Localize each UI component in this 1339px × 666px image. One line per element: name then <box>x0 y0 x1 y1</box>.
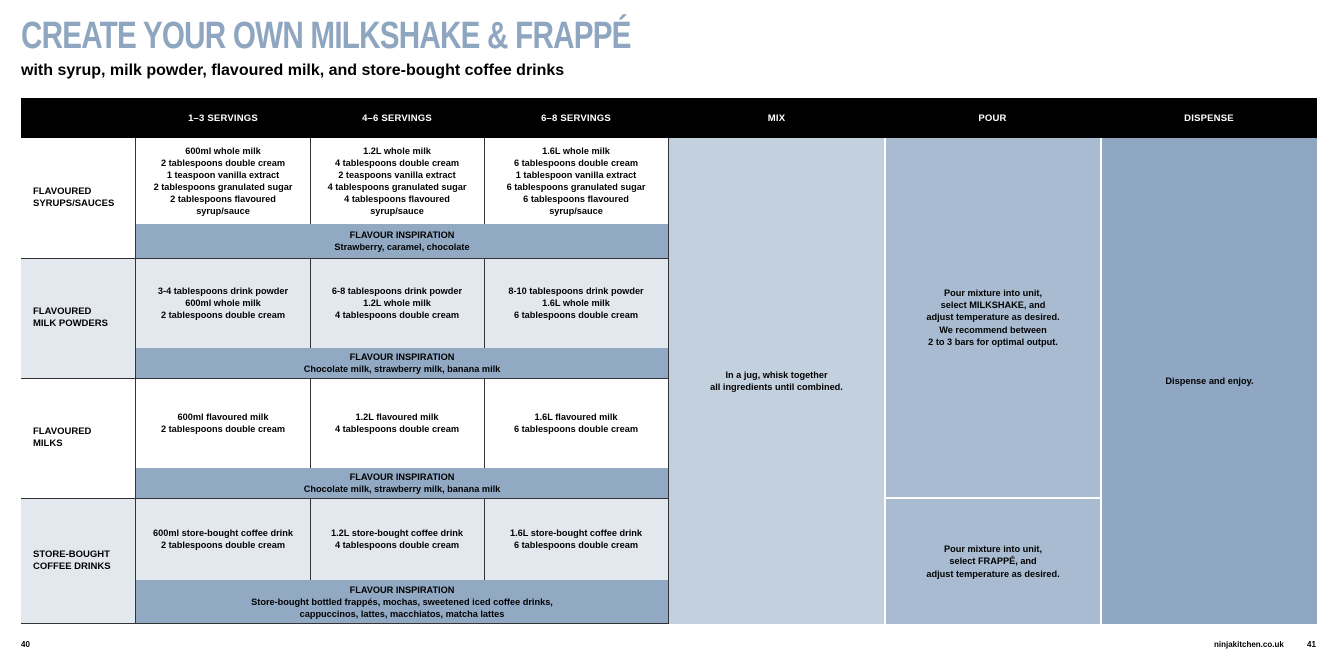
grid-line <box>21 498 668 499</box>
header-dispense: DISPENSE <box>1184 112 1234 124</box>
grid-line <box>310 138 311 224</box>
pour-divider <box>886 497 1100 499</box>
grid-line <box>310 258 311 348</box>
header-pour: POUR <box>978 112 1007 124</box>
header-4-6-servings: 4–6 SERVINGS <box>362 112 432 124</box>
grid-line <box>310 498 311 580</box>
grid-line <box>135 138 136 624</box>
coffee-flavour-inspiration <box>136 580 668 624</box>
page-number-left: 40 <box>21 640 30 649</box>
header-mix: MIX <box>767 112 786 124</box>
coffee-1-3-servings: 600ml store-bought coffee drink 2 tablespoons double cream <box>136 498 310 580</box>
inspiration-title: FLAVOUR INSPIRATION <box>349 229 455 240</box>
syrups-1-3-servings: 600ml whole milk 2 tablespoons double cream 1 teaspoon vanilla extract 2 tablespoons granulated sugar 2 tablespoons flavoured syrup/sauce <box>136 138 310 224</box>
syrups-flavour-inspiration <box>136 224 668 258</box>
page-number-right: 41 <box>1307 640 1316 649</box>
grid-line <box>484 138 485 224</box>
grid-line <box>21 623 668 624</box>
powders-6-8-servings: 8-10 tablespoons drink powder 1.6L whole milk 6 tablespoons double cream <box>484 258 668 348</box>
grid-line <box>668 138 669 624</box>
row-label-coffee: STORE-BOUGHT COFFEE DRINKS <box>21 498 135 624</box>
page-subtitle: with syrup, milk powder, flavoured milk, and store-bought coffee drinks <box>21 62 565 79</box>
row-label-milks: FLAVOURED MILKS <box>21 378 135 498</box>
syrups-6-8-servings: 1.6L whole milk 6 tablespoons double cream 1 tablespoon vanilla extract 6 tablespoons granulated sugar 6 tablespoons flavoured syrup/sauce <box>484 138 668 224</box>
inspiration-text: Strawberry, caramel, chocolate <box>334 242 470 252</box>
mix-instructions: In a jug, whisk together all ingredients until combined. <box>669 138 884 624</box>
grid-line <box>484 258 485 348</box>
header-6-8-servings: 6–8 SERVINGS <box>541 112 611 124</box>
powders-4-6-servings: 6-8 tablespoons drink powder 1.2L whole milk 4 tablespoons double cream <box>310 258 484 348</box>
dispense-instructions: Dispense and enjoy. <box>1102 138 1317 624</box>
pour-milkshake-instructions: Pour mixture into unit, select MILKSHAKE, and adjust temperature as desired. We recommend between 2 to 3 bars for optimal output. <box>886 138 1100 497</box>
inspiration-title: FLAVOUR INSPIRATION <box>349 471 455 482</box>
grid-line <box>21 378 668 379</box>
column-divider <box>884 138 886 624</box>
inspiration-text: Store-bought bottled frappés, mochas, sweetened iced coffee drinks, cappuccinos, lattes, macchiatos, matcha lattes <box>251 596 553 620</box>
website: ninjakitchen.co.uk <box>1214 640 1284 649</box>
row-label-powders: FLAVOURED MILK POWDERS <box>21 258 135 378</box>
coffee-4-6-servings: 1.2L store-bought coffee drink 4 tablespoons double cream <box>310 498 484 580</box>
milks-4-6-servings: 1.2L flavoured milk 4 tablespoons double cream <box>310 378 484 468</box>
page-title: CREATE YOUR OWN MILKSHAKE & FRAPPÉ <box>21 15 631 57</box>
milks-6-8-servings: 1.6L flavoured milk 6 tablespoons double cream <box>484 378 668 468</box>
inspiration-text: Chocolate milk, strawberry milk, banana milk <box>303 364 501 374</box>
pour-frappe-instructions: Pour mixture into unit, select FRAPPÉ, and adjust temperature as desired. <box>886 499 1100 624</box>
syrups-4-6-servings: 1.2L whole milk 4 tablespoons double cream 2 teaspoons vanilla extract 4 tablespoons granulated sugar 4 tablespoons flavoured syrup/sauce <box>310 138 484 224</box>
inspiration-text: Chocolate milk, strawberry milk, banana milk <box>303 484 501 494</box>
milks-1-3-servings: 600ml flavoured milk 2 tablespoons double cream <box>136 378 310 468</box>
grid-line <box>21 258 668 259</box>
grid-line <box>310 378 311 468</box>
coffee-6-8-servings: 1.6L store-bought coffee drink 6 tablespoons double cream <box>484 498 668 580</box>
powders-flavour-inspiration <box>136 348 668 378</box>
milks-flavour-inspiration <box>136 468 668 498</box>
header-1-3-servings: 1–3 SERVINGS <box>188 112 258 124</box>
inspiration-title: FLAVOUR INSPIRATION <box>349 584 455 595</box>
grid-line <box>484 378 485 468</box>
grid-line <box>484 498 485 580</box>
inspiration-title: FLAVOUR INSPIRATION <box>349 351 455 362</box>
row-label-syrups: FLAVOURED SYRUPS/SAUCES <box>21 138 135 258</box>
powders-1-3-servings: 3-4 tablespoons drink powder 600ml whole milk 2 tablespoons double cream <box>136 258 310 348</box>
column-divider <box>1100 138 1102 624</box>
